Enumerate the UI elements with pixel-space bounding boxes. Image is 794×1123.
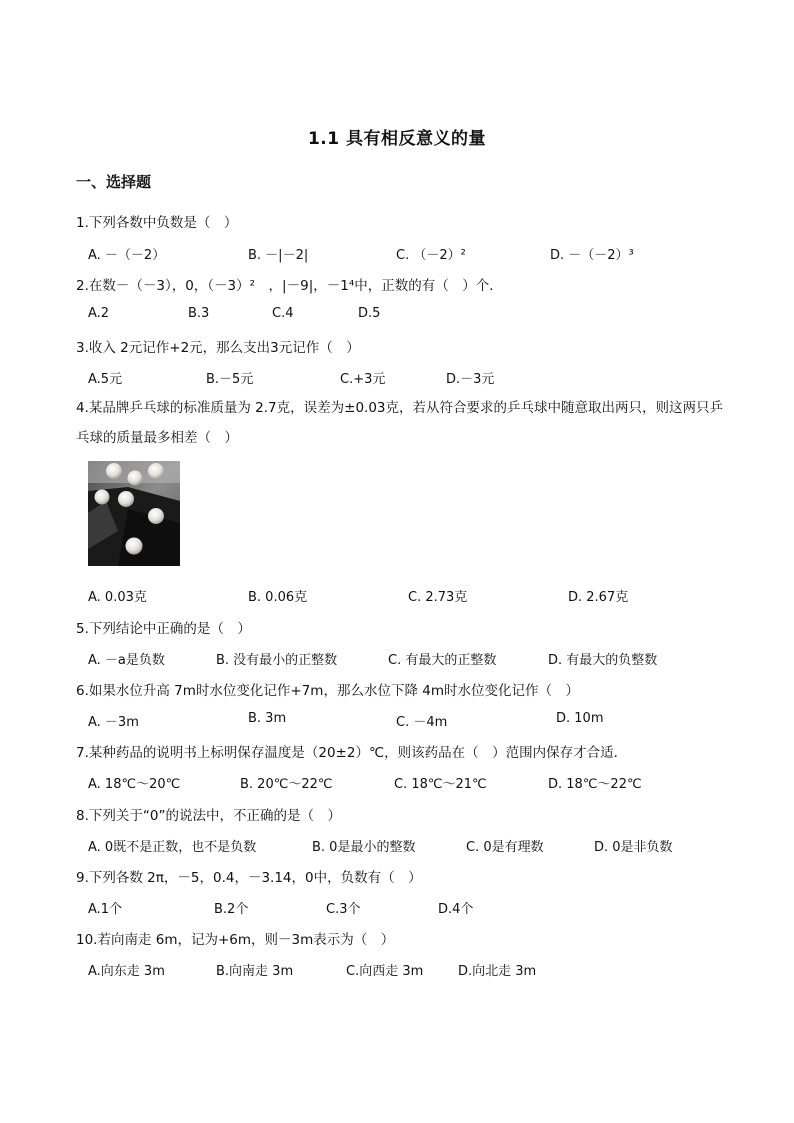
question-4-option-b: B. 0.06克: [248, 590, 308, 605]
question-1-option-d: D. －（－2）³: [550, 248, 634, 263]
question-8-option-c: C. 0是有理数: [466, 840, 544, 855]
question-7-option-a: A. 18℃～20℃: [88, 777, 181, 792]
page-title: 1.1 具有相反意义的量: [307, 129, 487, 149]
question-6-option-a: A. －3m: [88, 715, 139, 730]
question-5-option-c: C. 有最大的正整数: [388, 653, 497, 668]
question-5-stem: 5.下列结论中正确的是（ ）: [76, 621, 251, 637]
ping-pong-balls-photo: [88, 461, 180, 566]
question-3-option-c: C.+3元: [340, 372, 386, 387]
question-9-stem: 9.下列各数 2π，－5，0.4，－3.14，0中，负数有（ ）: [76, 870, 422, 886]
question-1-option-a: A. －（－2）: [88, 248, 166, 263]
question-10-option-a: A.向东走 3m: [88, 964, 165, 979]
question-8-option-a: A. 0既不是正数，也不是负数: [88, 840, 257, 855]
question-1-option-b: B. －|－2|: [248, 248, 309, 263]
question-6-option-d: D. 10m: [556, 711, 604, 726]
question-8-option-b: B. 0是最小的整数: [312, 840, 416, 855]
question-5-option-d: D. 有最大的负整数: [548, 653, 658, 668]
question-4-option-c: C. 2.73克: [408, 590, 468, 605]
question-9-option-a: A.1个: [88, 902, 123, 917]
question-4-option-d: D. 2.67克: [568, 590, 629, 605]
question-9-option-c: C.3个: [326, 902, 361, 917]
question-10-stem: 10.若向南走 6m，记为+6m，则－3m表示为（ ）: [76, 932, 395, 948]
section-heading: 一、选择题: [76, 173, 152, 191]
question-6-option-b: B. 3m: [248, 711, 287, 726]
question-5-option-a: A. －a是负数: [88, 653, 165, 668]
question-4-option-a: A. 0.03克: [88, 590, 147, 605]
question-8-stem: 8.下列关于“0”的说法中，不正确的是（ ）: [76, 808, 341, 824]
question-2-option-a: A.2: [88, 306, 110, 321]
question-10-option-b: B.向南走 3m: [216, 964, 294, 979]
question-3-option-a: A.5元: [88, 372, 123, 387]
question-1-stem: 1.下列各数中负数是（ ）: [76, 215, 238, 231]
question-10-option-d: D.向北走 3m: [458, 964, 537, 979]
question-8-option-d: D. 0是非负数: [594, 840, 673, 855]
question-3-option-b: B.－5元: [206, 372, 254, 387]
question-6-option-c: C. －4m: [396, 715, 448, 730]
question-2-option-c: C.4: [272, 306, 294, 321]
question-7-option-b: B. 20℃～22℃: [240, 777, 333, 792]
ping-pong-balls-image: [88, 461, 180, 566]
question-7-option-d: D. 18℃～22℃: [548, 777, 642, 792]
question-3-stem: 3.收入 2元记作+2元，那么支出3元记作（ ）: [76, 340, 360, 356]
question-10-option-c: C.向西走 3m: [346, 964, 424, 979]
question-1-option-c: C. （－2）²: [396, 248, 466, 263]
question-9-option-b: B.2个: [214, 902, 249, 917]
question-5-option-b: B. 没有最小的正整数: [216, 653, 338, 668]
question-2-option-b: B.3: [188, 306, 210, 321]
question-2-option-d: D.5: [358, 306, 381, 321]
question-2-stem: 2.在数－（－3），0，（－3）² ，|－9|，－1⁴中，正数的有（ ）个．: [76, 278, 503, 294]
question-9-option-d: D.4个: [438, 902, 474, 917]
question-7-stem: 7.某种药品的说明书上标明保存温度是（20±2）℃，则该药品在（ ）范围内保存才合适．: [76, 745, 628, 761]
question-4-stem: 4.某品牌乒乓球的标准质量为 2.7克，误差为±0.03克，若从符合要求的乒乓球中随意取出两只，则这两只乒乓球的质量最多相差（ ）: [76, 400, 724, 446]
question-3-option-d: D.－3元: [446, 372, 495, 387]
question-6-stem: 6.如果水位升高 7m时水位变化记作+7m，那么水位下降 4m时水位变化记作（ ）: [76, 683, 579, 699]
question-7-option-c: C. 18℃～21℃: [394, 777, 487, 792]
